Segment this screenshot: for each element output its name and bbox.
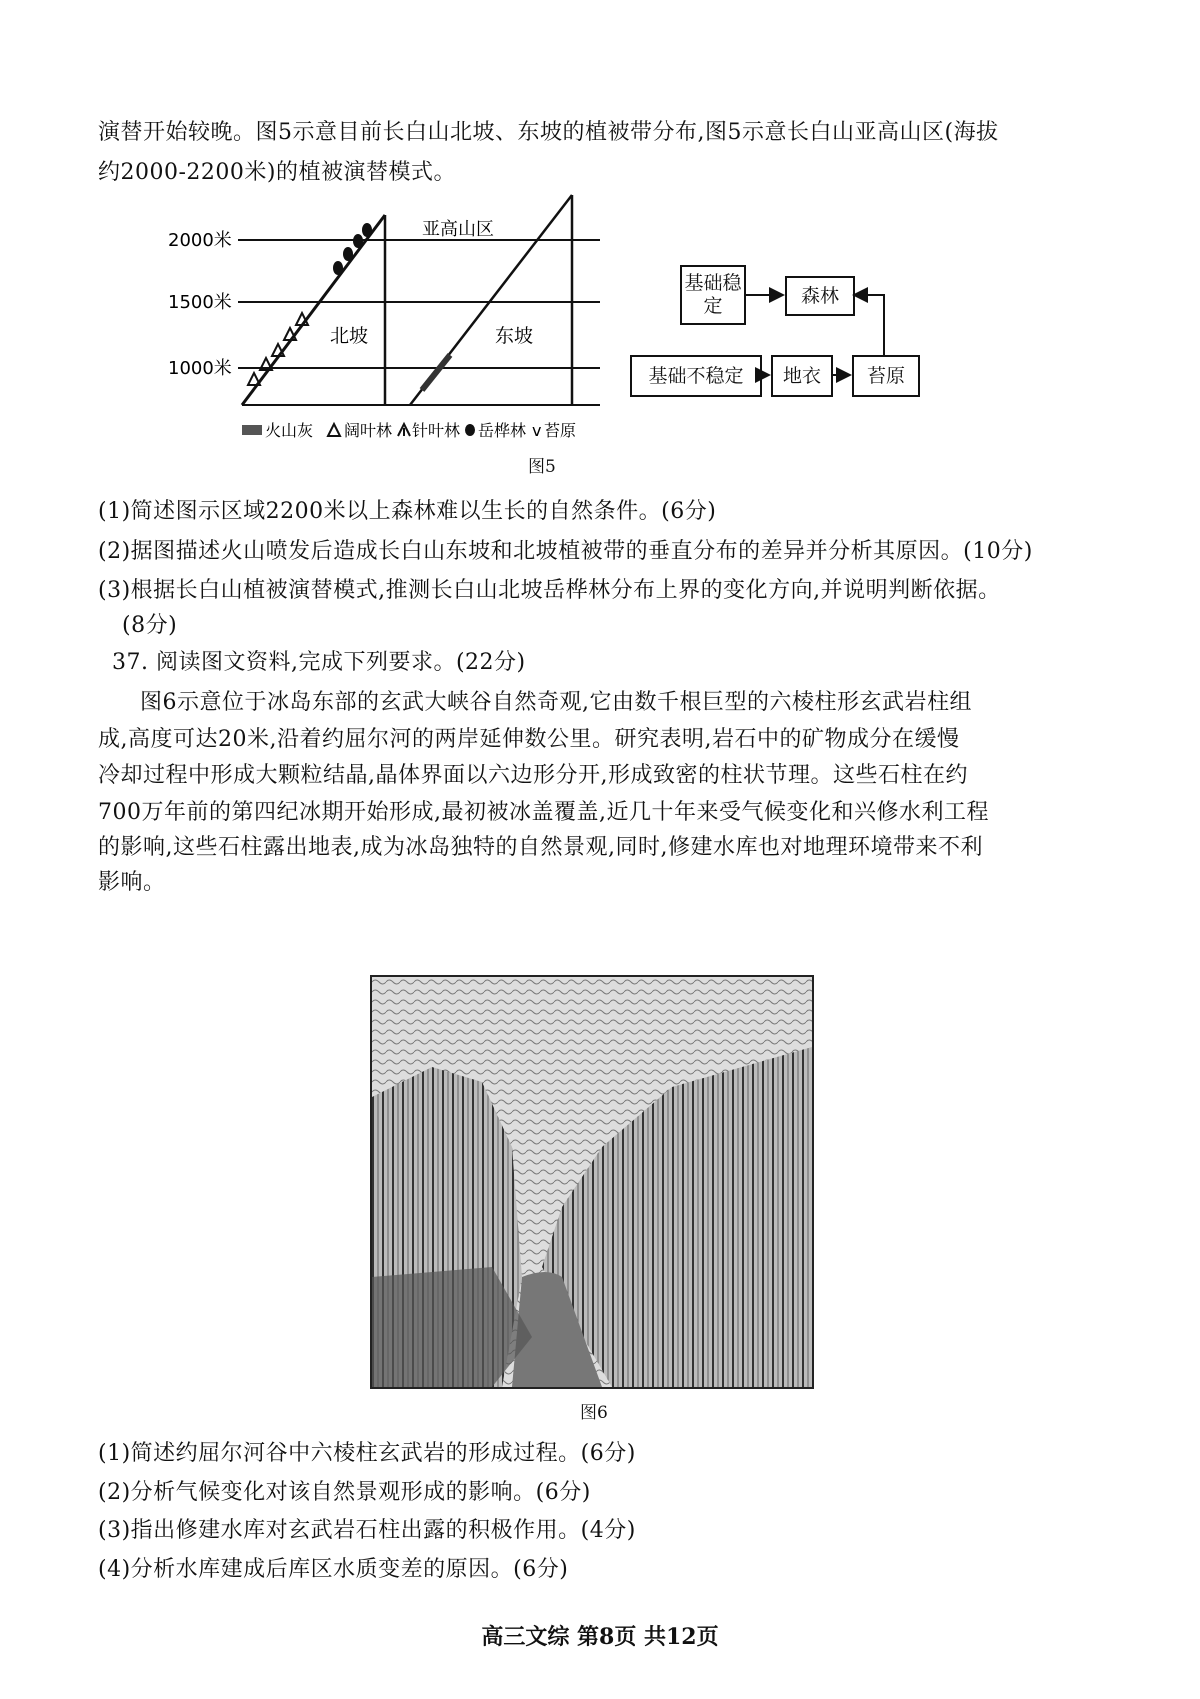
- q37-para-1: 图6示意位于冰岛东部的玄武大峡谷自然奇观,它由数千根巨型的六棱柱形玄武岩柱组: [140, 690, 972, 715]
- q37-para-2: 成,高度可达20米,沿着约屈尔河的两岸延伸数公里。研究表明,岩石中的矿物成分在缓慢: [98, 727, 960, 752]
- q37-2: (2)分析气候变化对该自然景观形成的影响。(6分): [98, 1480, 591, 1505]
- q37-1: (1)简述约屈尔河谷中六棱柱玄武岩的形成过程。(6分): [98, 1441, 636, 1466]
- north-slope-label: 北坡: [330, 325, 369, 347]
- conifer-icon: [398, 424, 410, 436]
- q37-para-3: 冷却过程中形成大颗粒结晶,晶体界面以六边形分开,形成致密的柱状节理。这些石柱在约: [98, 763, 968, 788]
- q37-para-4: 700万年前的第四纪冰期开始形成,最初被冰盖覆盖,近几十年来受气候变化和兴修水利工程: [98, 800, 989, 825]
- basalt-canyon-photo: [370, 975, 814, 1389]
- q37-header: 37. 阅读图文资料,完成下列要求。(22分): [112, 650, 526, 675]
- tundra-icon: v: [532, 421, 542, 440]
- box-unstable: 基础不稳定: [630, 355, 762, 397]
- legend-conifer: 针叶林: [412, 421, 461, 440]
- q37-3: (3)指出修建水库对玄武岩石柱出露的积极作用。(4分): [98, 1518, 636, 1543]
- intro-line-2: 约2000-2200米)的植被演替模式。: [98, 160, 456, 185]
- q37-para-6: 影响。: [98, 870, 166, 895]
- legend-ash: 火山灰: [265, 421, 314, 440]
- east-slope-label: 东坡: [495, 325, 534, 347]
- fig5-profile-diagram: [160, 190, 630, 450]
- q36-2: (2)据图描述火山喷发后造成长白山东坡和北坡植被带的垂直分布的差异并分析其原因。(10分): [98, 539, 1033, 564]
- tick-2000: 2000米: [168, 230, 232, 251]
- q37-4: (4)分析水库建成后库区水质变差的原因。(6分): [98, 1557, 569, 1582]
- broadleaf-markers: [248, 313, 308, 385]
- page-footer: 高三文综 第8页 共12页: [481, 1624, 719, 1650]
- box-moss: 苔原: [852, 355, 920, 397]
- fig5-caption: 图5: [528, 457, 556, 477]
- tick-1500: 1500米: [168, 292, 232, 313]
- legend-tundra: 苔原: [544, 421, 577, 440]
- birch-icon: [465, 424, 475, 436]
- birch-markers: [333, 223, 372, 275]
- ash-legend-icon: [242, 425, 262, 435]
- flow-arrows: [600, 250, 940, 410]
- q36-1: (1)简述图示区域2200米以上森林难以生长的自然条件。(6分): [98, 499, 717, 524]
- box-lichen: 地衣: [771, 355, 833, 397]
- q37-para-5: 的影响,这些石柱露出地表,成为冰岛独特的自然景观,同时,修建水库也对地理环境带来不利: [98, 835, 983, 860]
- q36-3-score: (8分): [122, 613, 178, 638]
- fig6-caption: 图6: [580, 1403, 608, 1423]
- box-forest: 森林: [785, 276, 855, 316]
- tick-1000: 1000米: [168, 358, 232, 379]
- legend-broadleaf: 阔叶林: [344, 421, 393, 440]
- box-stable: 基础稳定: [680, 265, 746, 325]
- zone-label: 亚高山区: [422, 219, 494, 240]
- broadleaf-icon: [328, 424, 340, 436]
- legend-birch: 岳桦林: [478, 421, 527, 440]
- q36-3: (3)根据长白山植被演替模式,推测长白山北坡岳桦林分布上界的变化方向,并说明判断依据。: [98, 578, 1001, 603]
- intro-line-1: 演替开始较晚。图5示意目前长白山北坡、东坡的植被带分布,图5示意长白山亚高山区(海拔: [98, 120, 999, 145]
